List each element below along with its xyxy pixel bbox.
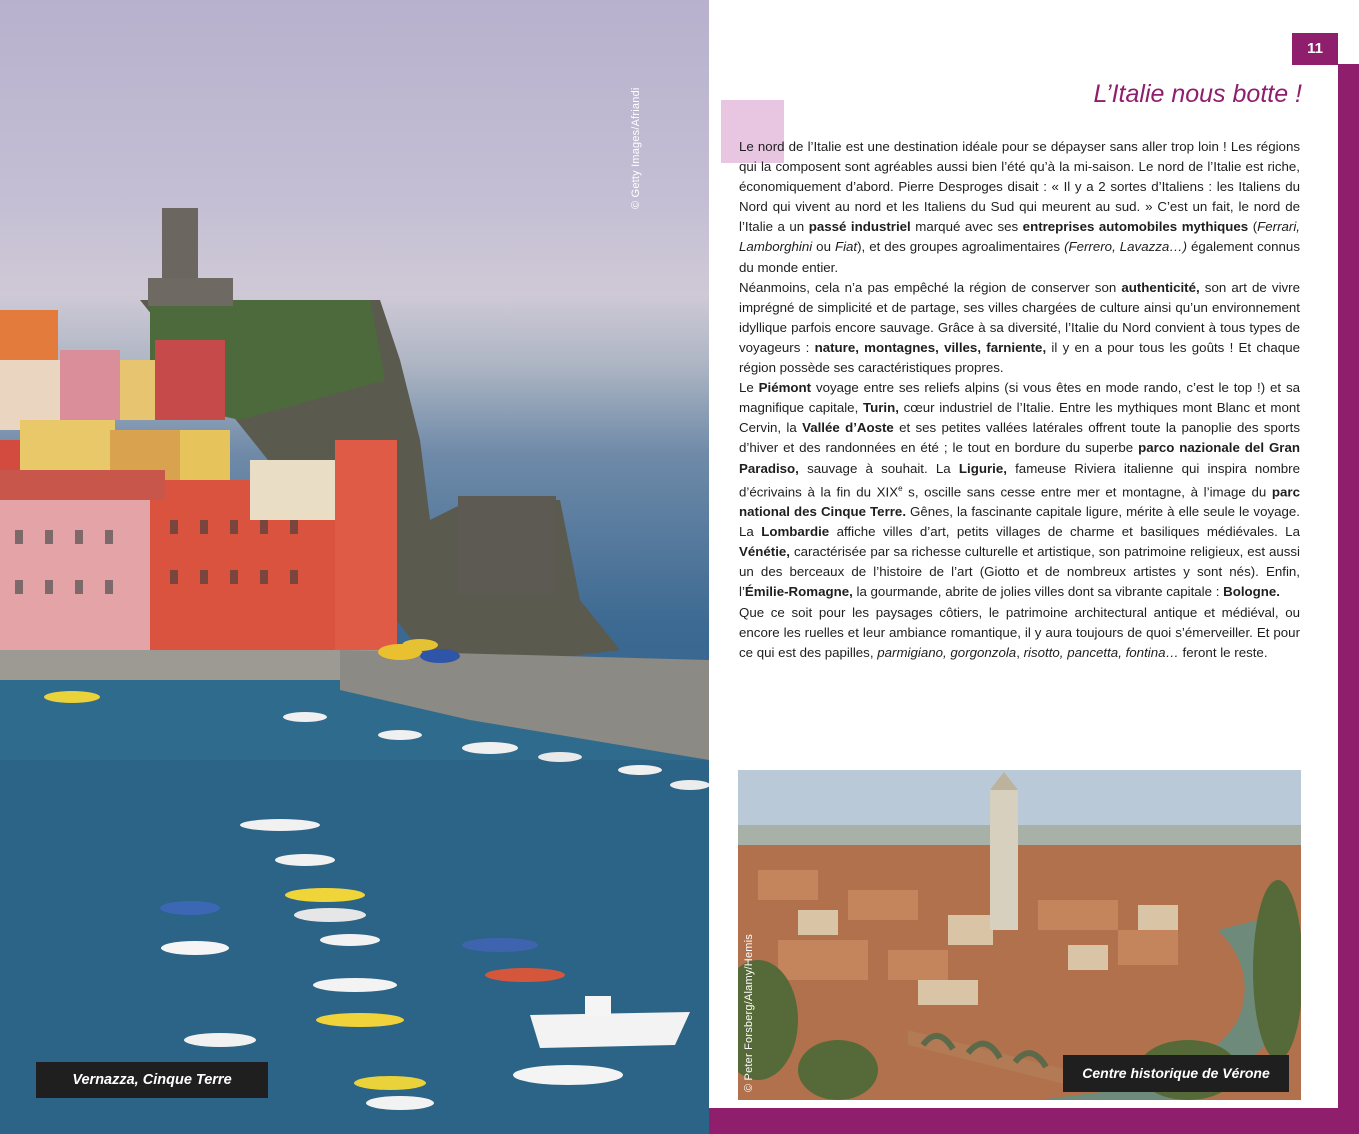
text-run: feront le reste. xyxy=(1178,644,1268,660)
text-run: Gênes, la fascinante capitale ligure, mérite à elle seule le voyage. La xyxy=(739,504,1301,540)
text-run: fameuse Riviera italienne qui inspira nombre d’écrivains à la fin du XIX xyxy=(739,460,1300,500)
text-run: son art de vivre imprégné de simplicité et de partage, ses villes chargées de culture ainsi qu’un environnement idyllique parfois encore sauvage. Grâce à sa diversité, l’Italie du Nord convient à tous types de voyageurs : xyxy=(739,279,1300,355)
italic-text: risotto, pancetta, fontina… xyxy=(1023,644,1179,660)
verona-illustration xyxy=(738,770,1301,1100)
text-run: s, oscille sans cesse entre mer et montagne, à l’image du xyxy=(902,484,1272,500)
paragraph xyxy=(739,137,1300,278)
text-run: également connus du monde entier. xyxy=(739,239,1300,275)
bold-text: Vallée d’Aoste xyxy=(802,420,894,436)
bold-text: authenticité, xyxy=(1121,279,1200,295)
bold-text: Turin, xyxy=(862,400,899,416)
page-edge-bar-bottom xyxy=(709,1108,1359,1134)
text-run: Néanmoins, cela n’a pas empêché la région de conserver son xyxy=(739,279,1122,295)
bold-text: Ligurie, xyxy=(958,460,1007,476)
paragraph xyxy=(739,603,1300,663)
bold-text: Bologne. xyxy=(1223,584,1280,600)
bold-text: parco nazionale del Gran Paradiso, xyxy=(739,440,1300,476)
text-run: voyage entre ses reliefs alpins (si vous êtes en mode rando, c’est le top !) et sa magnifique capitale, xyxy=(739,380,1300,416)
verona-photo xyxy=(738,770,1301,1100)
bold-text: Lombardie xyxy=(761,524,830,540)
paragraph xyxy=(739,278,1300,378)
text-run: ), et des groupes agroalimentaires xyxy=(857,239,1065,255)
bold-text: Vénétie, xyxy=(739,544,790,560)
text-run: , xyxy=(1016,644,1024,660)
bold-text: parc national des Cinque Terre. xyxy=(739,484,1300,520)
photo-caption-right: Centre historique de Vérone xyxy=(1063,1055,1289,1092)
text-run: affiche villes d’art, petits villages de charme et basiliques médiévales. La xyxy=(829,524,1300,540)
page-number: 11 xyxy=(1292,33,1338,65)
text-run: cœur industriel de l’Italie. Entre les mythiques mont Blanc et mont Cervin, la xyxy=(739,400,1300,436)
photo-credit-right: © Peter Forsberg/Alamy/Hemis xyxy=(743,934,755,1092)
bold-text: passé industriel xyxy=(808,219,911,235)
paragraph xyxy=(739,378,1300,602)
bold-text: Émilie-Romagne, xyxy=(744,584,853,600)
text-run: ( xyxy=(1248,219,1258,235)
bold-text: Piémont xyxy=(758,380,812,396)
text-run: caractérisée par sa richesse culturelle et artistique, son patrimoine religieux, est aussi un des berceaux de l’histoire de l’art (Giotto et de nombreux artistes y sont nés). Enfin, l’ xyxy=(739,544,1300,600)
photo-caption-left: Vernazza, Cinque Terre xyxy=(36,1062,268,1098)
text-run: et ses petites vallées latérales offrent toute la panoplie des sports d’hiver et des randonnées en été ; le tout en bordure du superbe xyxy=(739,420,1300,456)
page-edge-bar-right xyxy=(1338,64,1359,1134)
photo-credit-left: © Getty Images/Afriandi xyxy=(630,87,642,209)
text-run: Que ce soit pour les paysages côtiers, le patrimoine architectural antique et médiéval, ou encore les ruelles et leur ambiance romantique, il y aura toujours de quoi s’émerveiller. Et pour ce qui est des papilles, xyxy=(739,604,1300,660)
text-run: Le xyxy=(739,380,759,396)
italic-text: (Ferrero, Lavazza…) xyxy=(1064,239,1188,255)
bold-text: entreprises automobiles mythiques xyxy=(1022,219,1249,235)
text-run: il y en a pour tous les goûts ! Et chaque région possède ses caractéristiques propres. xyxy=(739,339,1300,376)
page-title: L’Italie nous botte ! xyxy=(1093,80,1302,108)
text-run: la gourmande, abrite de jolies villes dont sa vibrante capitale : xyxy=(852,584,1224,600)
italic-text: Fiat xyxy=(834,239,858,255)
text-run: ou xyxy=(812,239,835,255)
text-run: Le nord de l’Italie est une destination idéale pour se dépayser sans aller trop loin ! Les régions qui la composent sont agréables aussi bien l’été qu’à la mi-saison. Le nord de l’Italie est riche, économiquement d’abord. Pierre Desproges disait : « Il y a 2 sortes d’Italiens : les Italiens du Nord qui vivent au nord et les Italiens du Sud qui meurent au sud. » C’est un fait, le nord de l’Italie a un xyxy=(739,139,1300,235)
italic-text: parmigiano, gorgonzola xyxy=(877,644,1017,660)
text-run: marqué avec ses xyxy=(910,219,1023,235)
text-run: sauvage à souhait. La xyxy=(798,460,959,476)
bold-text: nature, montagnes, villes, farniente, xyxy=(814,339,1047,355)
superscript-text: e xyxy=(898,483,903,493)
body-text xyxy=(739,137,1300,663)
italic-text: Ferrari, Lamborghini xyxy=(739,219,1300,255)
